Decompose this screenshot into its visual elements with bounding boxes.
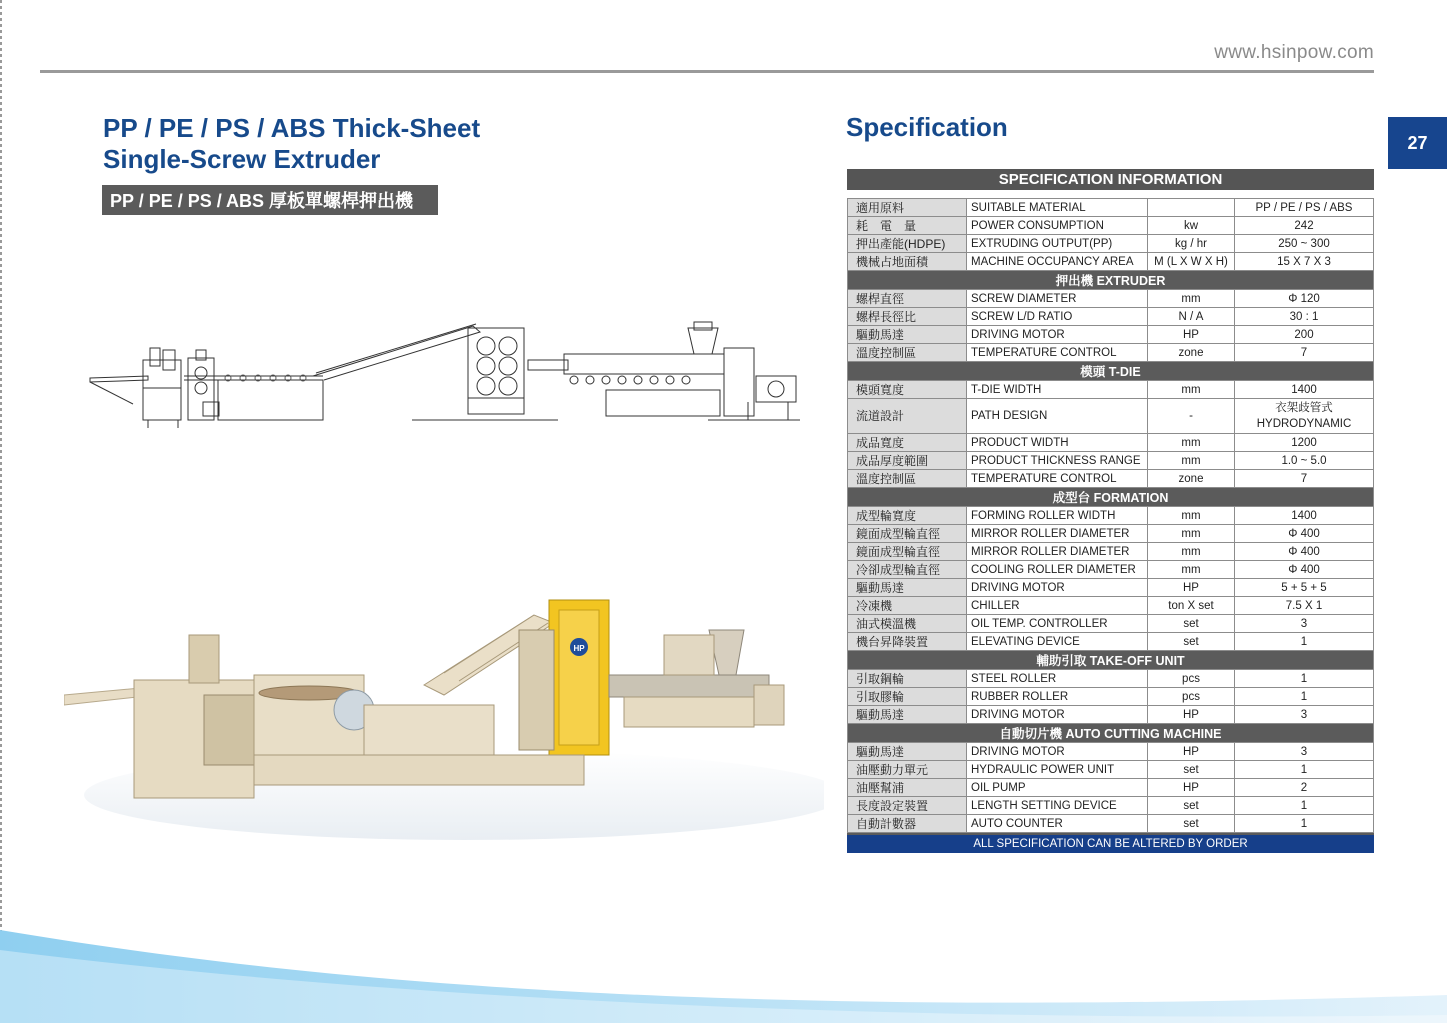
spec-unit (1148, 199, 1235, 217)
spec-unit: pcs (1148, 688, 1235, 706)
spec-unit: set (1148, 633, 1235, 651)
spec-value (1235, 579, 1374, 597)
page-number-badge: 27 (1388, 117, 1447, 169)
spec-value-text: 15 X 7 X 3 (1277, 255, 1331, 268)
spec-zh-label: 油壓動力單元 (848, 761, 967, 779)
spec-value (1235, 706, 1374, 724)
spec-unit: mm (1148, 525, 1235, 543)
spec-unit: HP (1148, 779, 1235, 797)
spec-unit: mm (1148, 290, 1235, 308)
extruder-barrel (609, 675, 769, 697)
spec-zh-label: 成品厚度範圍 (848, 452, 967, 470)
spec-value-text: 7 (1300, 472, 1308, 485)
chinese-title: PP / PE / PS / ABS 厚板單螺桿押出機 (110, 191, 414, 211)
spec-zh-label: 溫度控制區 (848, 344, 967, 362)
spec-row (848, 815, 1374, 833)
spec-unit: kw (1148, 217, 1235, 235)
spec-unit: zone (1148, 470, 1235, 488)
spec-row (848, 235, 1374, 253)
spec-row (848, 543, 1374, 561)
spec-en-label: MACHINE OCCUPANCY AREA (967, 253, 1148, 271)
spec-unit: mm (1148, 381, 1235, 399)
spec-value (1235, 217, 1374, 235)
spec-en-label: TEMPERATURE CONTROL (967, 344, 1148, 362)
spec-unit: HP (1148, 706, 1235, 724)
spec-value-text: 1 (1300, 635, 1308, 648)
spec-unit: set (1148, 815, 1235, 833)
spec-en-label: COOLING ROLLER DIAMETER (967, 561, 1148, 579)
spec-value-text: 衣架歧管式 (1275, 402, 1333, 414)
spec-row (848, 525, 1374, 543)
spec-row (848, 290, 1374, 308)
spec-en-label: EXTRUDING OUTPUT(PP) (967, 235, 1148, 253)
spec-unit: mm (1148, 543, 1235, 561)
spec-section-row (848, 651, 1374, 670)
spec-value (1235, 434, 1374, 452)
spec-row (848, 797, 1374, 815)
spec-value (1235, 761, 1374, 779)
spec-unit: mm (1148, 434, 1235, 452)
spec-zh-label: 成品寬度 (848, 434, 967, 452)
spec-en-label: SCREW L/D RATIO (967, 308, 1148, 326)
spec-value-text: 30 : 1 (1289, 310, 1319, 323)
spec-table-body (848, 199, 1374, 833)
spec-en-label: TEMPERATURE CONTROL (967, 470, 1148, 488)
spec-zh-label: 流道設計 (848, 399, 967, 434)
spec-table-footer: ALL SPECIFICATION CAN BE ALTERED BY ORDER (847, 833, 1374, 853)
spec-value (1235, 399, 1374, 434)
spec-section-row (848, 362, 1374, 381)
spec-value (1235, 308, 1374, 326)
website-url[interactable]: www.hsinpow.com (1214, 42, 1374, 63)
spec-heading: Specification (846, 112, 1008, 142)
spec-value (1235, 199, 1374, 217)
spec-value-text: 1 (1300, 817, 1308, 830)
spec-unit: M (L X W X H) (1148, 253, 1235, 271)
spec-value-text: Φ 120 (1288, 292, 1320, 305)
spec-zh-label: 冷卻成型輪直徑 (848, 561, 967, 579)
spec-unit: set (1148, 797, 1235, 815)
spec-zh-label: 機台昇降裝置 (848, 633, 967, 651)
spec-value-text: 7 (1300, 346, 1308, 359)
spec-zh-label: 模頭寬度 (848, 381, 967, 399)
spec-zh-label: 溫度控制區 (848, 470, 967, 488)
spec-value-text: 1 (1300, 690, 1308, 703)
spec-section-row (848, 271, 1374, 290)
spec-section-label: 押出機 EXTRUDER (848, 271, 1374, 290)
spec-row (848, 217, 1374, 235)
spec-unit: HP (1148, 326, 1235, 344)
spec-en-label: T-DIE WIDTH (967, 381, 1148, 399)
spec-section-label: 自動切片機 AUTO CUTTING MACHINE (848, 724, 1374, 743)
product-title (103, 113, 480, 175)
spec-en-label: AUTO COUNTER (967, 815, 1148, 833)
spec-en-label: PRODUCT WIDTH (967, 434, 1148, 452)
spec-value-text: Φ 400 (1288, 545, 1320, 558)
spec-row (848, 561, 1374, 579)
spec-zh-label: 螺桿直徑 (848, 290, 967, 308)
spec-en-label: MIRROR ROLLER DIAMETER (967, 543, 1148, 561)
spec-value-text: 1 (1300, 672, 1308, 685)
spec-value-text: 3 (1300, 708, 1308, 721)
spec-row (848, 253, 1374, 271)
spec-value (1235, 253, 1374, 271)
spec-en-label: MIRROR ROLLER DIAMETER (967, 525, 1148, 543)
spec-row (848, 326, 1374, 344)
spec-unit: set (1148, 761, 1235, 779)
hp-logo-text: HP (573, 644, 585, 653)
spec-value-text: Φ 400 (1288, 527, 1320, 540)
spec-zh-label: 耗 電 量 (848, 217, 967, 235)
chinese-title-box (102, 185, 438, 215)
spec-value (1235, 470, 1374, 488)
spec-value (1235, 615, 1374, 633)
spec-section-label: 成型台 FORMATION (848, 488, 1374, 507)
spec-unit: mm (1148, 561, 1235, 579)
spec-row (848, 434, 1374, 452)
spec-row (848, 633, 1374, 651)
spec-en-label: ELEVATING DEVICE (967, 633, 1148, 651)
spec-value (1235, 290, 1374, 308)
spec-row (848, 779, 1374, 797)
spec-table-title: SPECIFICATION INFORMATION (847, 169, 1374, 190)
spec-zh-label: 驅動馬達 (848, 743, 967, 761)
spec-value-text: 1400 (1291, 509, 1317, 522)
spec-en-label: DRIVING MOTOR (967, 743, 1148, 761)
spec-unit: - (1148, 399, 1235, 434)
spec-zh-label: 機械占地面積 (848, 253, 967, 271)
spec-value-text: 1 (1300, 799, 1308, 812)
spec-unit: mm (1148, 507, 1235, 525)
spec-value (1235, 633, 1374, 651)
spec-value (1235, 344, 1374, 362)
spec-row (848, 452, 1374, 470)
spec-zh-label: 引取鋼輪 (848, 670, 967, 688)
spec-row (848, 688, 1374, 706)
spec-section-row (848, 488, 1374, 507)
spec-value-text: 2 (1300, 781, 1308, 794)
spec-row (848, 761, 1374, 779)
spec-value (1235, 670, 1374, 688)
spec-en-label: OIL TEMP. CONTROLLER (967, 615, 1148, 633)
spec-zh-label: 鏡面成型輪直徑 (848, 525, 967, 543)
spec-zh-label: 長度設定裝置 (848, 797, 967, 815)
spec-zh-label: 押出產能(HDPE) (848, 235, 967, 253)
spec-zh-label: 驅動馬達 (848, 706, 967, 724)
spec-section-row (848, 724, 1374, 743)
spec-zh-label: 引取膠輪 (848, 688, 967, 706)
spec-row (848, 670, 1374, 688)
spec-row (848, 706, 1374, 724)
spec-value-text: PP / PE / PS / ABS (1255, 201, 1353, 214)
spec-row (848, 344, 1374, 362)
line-drawing-illustration (88, 318, 808, 430)
spec-en-label: POWER CONSUMPTION (967, 217, 1148, 235)
spec-row (848, 381, 1374, 399)
product-title-line1: PP / PE / PS / ABS Thick-Sheet (103, 113, 481, 143)
spec-section-label: 模頭 T-DIE (848, 362, 1374, 381)
spec-zh-label: 驅動馬達 (848, 326, 967, 344)
spec-value (1235, 235, 1374, 253)
spec-zh-label: 螺桿長徑比 (848, 308, 967, 326)
spec-value (1235, 561, 1374, 579)
spec-value (1235, 815, 1374, 833)
spec-value-text: 1 (1300, 763, 1308, 776)
spec-en-label: DRIVING MOTOR (967, 706, 1148, 724)
spec-value-text: 200 (1294, 328, 1314, 341)
spec-value-text: 3 (1300, 617, 1308, 630)
spec-value (1235, 543, 1374, 561)
spec-row (848, 470, 1374, 488)
spec-unit: kg / hr (1148, 235, 1235, 253)
spec-en-label: SCREW DIAMETER (967, 290, 1148, 308)
spec-zh-label: 成型輪寬度 (848, 507, 967, 525)
spec-zh-label: 自動計數器 (848, 815, 967, 833)
spec-section-label: 輔助引取 TAKE-OFF UNIT (848, 651, 1374, 670)
spec-zh-label: 適用原料 (848, 199, 967, 217)
spec-zh-label: 冷凍機 (848, 597, 967, 615)
spec-value (1235, 797, 1374, 815)
spec-unit: set (1148, 615, 1235, 633)
spec-row (848, 597, 1374, 615)
spec-unit: mm (1148, 452, 1235, 470)
machine-photo (64, 575, 824, 850)
spec-row (848, 615, 1374, 633)
spec-en-label: DRIVING MOTOR (967, 326, 1148, 344)
spec-row (848, 308, 1374, 326)
spec-row (848, 743, 1374, 761)
spec-zh-label: 驅動馬達 (848, 579, 967, 597)
spec-unit: ton X set (1148, 597, 1235, 615)
spec-row (848, 507, 1374, 525)
spec-value (1235, 597, 1374, 615)
page-edge-dash (0, 0, 2, 1023)
spec-value-text: 7.5 X 1 (1285, 599, 1323, 612)
spec-value-text: 3 (1300, 745, 1308, 758)
spec-value-text: Φ 400 (1288, 563, 1320, 576)
spec-value-text: 1400 (1291, 383, 1317, 396)
spec-value (1235, 452, 1374, 470)
spec-unit: HP (1148, 743, 1235, 761)
spec-value (1235, 507, 1374, 525)
spec-value (1235, 688, 1374, 706)
spec-unit: HP (1148, 579, 1235, 597)
spec-table (847, 198, 1374, 833)
spec-value-text-2: HYDRODYNAMIC (1256, 418, 1352, 430)
spec-zh-label: 鏡面成型輪直徑 (848, 543, 967, 561)
spec-en-label: LENGTH SETTING DEVICE (967, 797, 1148, 815)
spec-row (848, 199, 1374, 217)
spec-en-label: PRODUCT THICKNESS RANGE (967, 452, 1148, 470)
spec-unit: zone (1148, 344, 1235, 362)
spec-value-text: 1.0 ~ 5.0 (1281, 454, 1327, 467)
spec-row (848, 579, 1374, 597)
bottom-wave-decoration (0, 880, 1447, 1023)
spec-value-text: 250 ~ 300 (1278, 237, 1330, 250)
spec-en-label: CHILLER (967, 597, 1148, 615)
spec-value-text: 1200 (1291, 436, 1317, 449)
spec-zh-label: 油壓幫浦 (848, 779, 967, 797)
spec-en-label: FORMING ROLLER WIDTH (967, 507, 1148, 525)
spec-row (848, 399, 1374, 434)
spec-en-label: RUBBER ROLLER (967, 688, 1148, 706)
spec-value-text: 242 (1294, 219, 1314, 232)
spec-en-label: HYDRAULIC POWER UNIT (967, 761, 1148, 779)
spec-table-container (847, 169, 1374, 853)
spec-value (1235, 381, 1374, 399)
spec-value (1235, 779, 1374, 797)
spec-value-text: 5 + 5 + 5 (1281, 581, 1327, 594)
spec-value (1235, 326, 1374, 344)
header-rule (40, 70, 1374, 73)
spec-en-label: STEEL ROLLER (967, 670, 1148, 688)
spec-en-label: DRIVING MOTOR (967, 579, 1148, 597)
spec-zh-label: 油式模溫機 (848, 615, 967, 633)
spec-value (1235, 525, 1374, 543)
product-title-line2: Single-Screw Extruder (103, 144, 381, 174)
spec-en-label: SUITABLE MATERIAL (967, 199, 1148, 217)
spec-en-label: PATH DESIGN (967, 399, 1148, 434)
spec-unit: pcs (1148, 670, 1235, 688)
spec-value (1235, 743, 1374, 761)
spec-unit: N / A (1148, 308, 1235, 326)
spec-en-label: OIL PUMP (967, 779, 1148, 797)
